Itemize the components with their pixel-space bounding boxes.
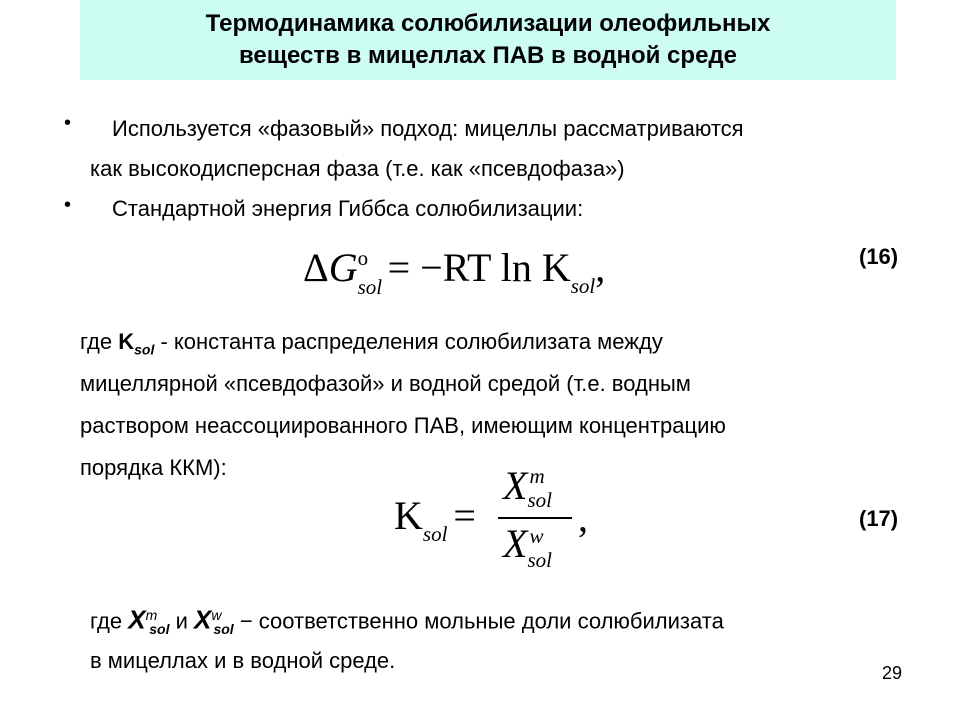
eq17-sub-sol: sol bbox=[422, 522, 448, 546]
ksol-definition-line3: раствором неассоциированного ПАВ, имеющим концентрацию bbox=[80, 413, 726, 438]
x2-sub: sol bbox=[213, 620, 234, 637]
eq16-comma: , bbox=[595, 245, 606, 290]
page-number: 29 bbox=[881, 663, 902, 683]
eq16-sup-o: o bbox=[357, 246, 369, 270]
x-line1-rest: − соответственно мольные доли солюбилизата bbox=[233, 608, 724, 634]
x1-symbol: X bbox=[128, 604, 146, 635]
x-prefix: где bbox=[90, 608, 129, 634]
equation-17 bbox=[394, 492, 476, 547]
eq17-num-sub: sol bbox=[527, 488, 552, 512]
x2-sup: w bbox=[211, 607, 222, 623]
eq16-G: G bbox=[328, 245, 358, 290]
ksol-symbol: K bbox=[118, 329, 135, 354]
eq17-comma: , bbox=[578, 495, 588, 540]
ksol-definition-line1 bbox=[80, 329, 663, 362]
eq16-sub-sol2: sol bbox=[570, 274, 596, 298]
eq17-num-X: X bbox=[503, 463, 528, 508]
ksol-definition-line2: мицеллярной «псевдофазой» и водной средой (т.е. водным bbox=[80, 371, 691, 396]
x2-symbol: X bbox=[194, 604, 212, 635]
eq17-denominator bbox=[503, 520, 567, 570]
x1-sub: sol bbox=[149, 620, 170, 637]
eq17-den-X: X bbox=[503, 521, 528, 566]
x1-sup: m bbox=[145, 607, 158, 623]
x-definition-line1 bbox=[90, 602, 724, 642]
eq17-numerator bbox=[503, 462, 567, 512]
slide-title bbox=[80, 0, 896, 80]
eq17-equals: = bbox=[453, 493, 476, 538]
bullet-1-line2: как высокодисперсная фаза (т.е. как «псевдофаза») bbox=[90, 156, 625, 181]
ksol-line1-rest: - константа распределения солюбилизата между bbox=[154, 329, 663, 354]
eq17-den-sup: w bbox=[529, 524, 544, 548]
eq16-delta: Δ bbox=[303, 245, 329, 290]
bullet-2-line1: Стандартной энергия Гиббса солюбилизации: bbox=[112, 196, 584, 221]
ksol-prefix: где bbox=[80, 329, 119, 354]
ksol-sub: sol bbox=[134, 341, 155, 358]
eq16-rest: = −RT ln K bbox=[387, 245, 571, 290]
bullet-marker: • bbox=[64, 194, 72, 216]
bullet-1-line1: Используется «фазовый» подход: мицеллы рассматриваются bbox=[112, 116, 744, 141]
eq17-num-sup: m bbox=[529, 464, 545, 488]
eq17-K: K bbox=[394, 493, 423, 538]
equation-17-number: (17) bbox=[859, 506, 899, 531]
x-and: и bbox=[169, 608, 194, 634]
equation-16-number: (16) bbox=[859, 244, 899, 269]
eq17-den-sub: sol bbox=[527, 548, 552, 572]
slide-title-line1: Термодинамика солюбилизации олеофильных bbox=[205, 10, 771, 37]
equation-16 bbox=[303, 244, 605, 299]
ksol-definition-line4: порядка ККМ): bbox=[80, 455, 227, 480]
eq16-sub-sol: sol bbox=[357, 275, 383, 299]
slide-title-line2: веществ в мицеллах ПАВ в водной среде bbox=[238, 42, 737, 69]
eq17-fraction-bar bbox=[498, 517, 572, 519]
bullet-marker: • bbox=[64, 112, 72, 134]
x-definition-line2: в мицеллах и в водной среде. bbox=[90, 648, 396, 673]
